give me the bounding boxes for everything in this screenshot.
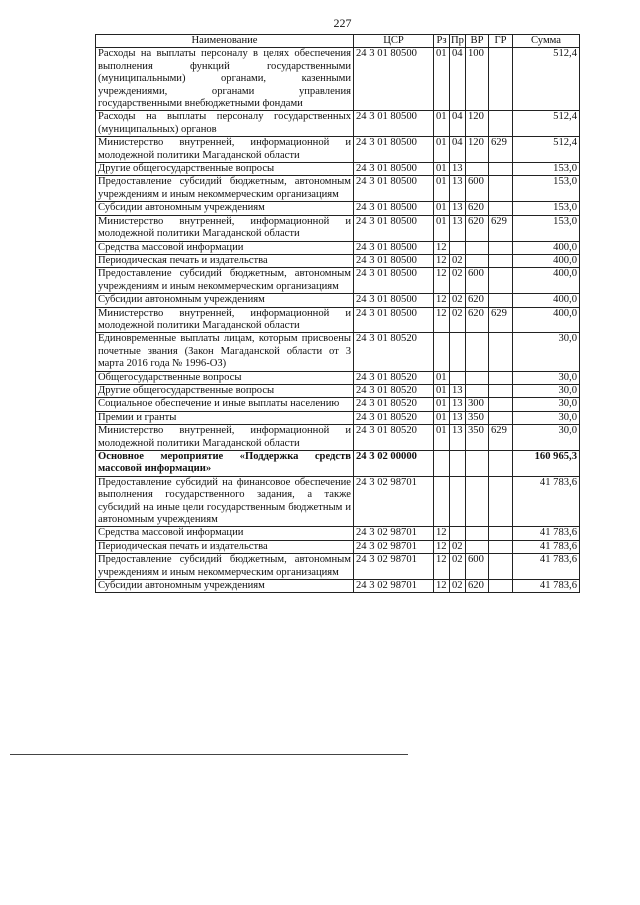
cell-pr: 02 bbox=[450, 294, 466, 307]
cell-name: Социальное обеспечение и иные выплаты населению bbox=[96, 398, 354, 411]
cell-vr bbox=[466, 371, 489, 384]
cell-sum: 400,0 bbox=[513, 307, 580, 333]
header-vr: ВР bbox=[466, 35, 489, 48]
cell-pr: 13 bbox=[450, 384, 466, 397]
cell-sum: 41 783,6 bbox=[513, 540, 580, 553]
cell-gr bbox=[489, 554, 513, 580]
cell-csr: 24 3 01 80500 bbox=[354, 111, 434, 137]
cell-name: Предоставление субсидий на финансовое обеспечение выполнения государственного задания, а также субсидий на иные цели государственным бюджетным и автономным учреждениям bbox=[96, 476, 354, 527]
cell-gr: 629 bbox=[489, 425, 513, 451]
cell-name: Премии и гранты bbox=[96, 411, 354, 424]
cell-rz: 12 bbox=[434, 241, 450, 254]
cell-csr: 24 3 01 80500 bbox=[354, 137, 434, 163]
cell-csr: 24 3 02 98701 bbox=[354, 554, 434, 580]
cell-csr: 24 3 01 80500 bbox=[354, 268, 434, 294]
cell-csr: 24 3 01 80520 bbox=[354, 371, 434, 384]
cell-pr: 04 bbox=[450, 137, 466, 163]
table-row bbox=[96, 451, 580, 477]
cell-rz: 12 bbox=[434, 294, 450, 307]
cell-name: Общегосударственные вопросы bbox=[96, 371, 354, 384]
cell-csr: 24 3 02 98701 bbox=[354, 527, 434, 540]
table-header-row bbox=[96, 35, 580, 48]
header-sum: Сумма bbox=[513, 35, 580, 48]
budget-table bbox=[95, 34, 580, 593]
header-rz: Рз bbox=[434, 35, 450, 48]
cell-pr bbox=[450, 451, 466, 477]
cell-rz: 12 bbox=[434, 580, 450, 593]
cell-pr: 02 bbox=[450, 307, 466, 333]
cell-pr: 04 bbox=[450, 48, 466, 111]
cell-rz: 01 bbox=[434, 398, 450, 411]
cell-pr bbox=[450, 371, 466, 384]
cell-sum: 41 783,6 bbox=[513, 476, 580, 527]
table-row bbox=[96, 268, 580, 294]
cell-rz: 01 bbox=[434, 176, 450, 202]
cell-sum: 41 783,6 bbox=[513, 554, 580, 580]
table-row bbox=[96, 411, 580, 424]
cell-csr: 24 3 02 98701 bbox=[354, 540, 434, 553]
cell-gr bbox=[489, 254, 513, 267]
cell-sum: 160 965,3 bbox=[513, 451, 580, 477]
cell-pr: 13 bbox=[450, 163, 466, 176]
cell-gr bbox=[489, 476, 513, 527]
cell-gr bbox=[489, 294, 513, 307]
cell-gr bbox=[489, 176, 513, 202]
cell-vr: 600 bbox=[466, 176, 489, 202]
cell-sum: 400,0 bbox=[513, 268, 580, 294]
cell-rz bbox=[434, 451, 450, 477]
table-row bbox=[96, 254, 580, 267]
cell-pr: 04 bbox=[450, 111, 466, 137]
cell-name: Средства массовой информации bbox=[96, 241, 354, 254]
header-gr: ГР bbox=[489, 35, 513, 48]
table-row bbox=[96, 215, 580, 241]
cell-csr: 24 3 01 80500 bbox=[354, 241, 434, 254]
cell-vr: 620 bbox=[466, 215, 489, 241]
cell-name: Министерство внутренней, информационной и молодежной политики Магаданской области bbox=[96, 425, 354, 451]
cell-sum: 30,0 bbox=[513, 411, 580, 424]
cell-name: Субсидии автономным учреждениям bbox=[96, 202, 354, 215]
cell-sum: 512,4 bbox=[513, 48, 580, 111]
footer-divider bbox=[10, 754, 408, 755]
cell-rz: 01 bbox=[434, 163, 450, 176]
cell-csr: 24 3 01 80520 bbox=[354, 384, 434, 397]
cell-csr: 24 3 01 80500 bbox=[354, 215, 434, 241]
cell-sum: 153,0 bbox=[513, 202, 580, 215]
cell-rz: 01 bbox=[434, 411, 450, 424]
table-row bbox=[96, 111, 580, 137]
table-row bbox=[96, 163, 580, 176]
table-row bbox=[96, 137, 580, 163]
cell-name: Министерство внутренней, информационной и молодежной политики Магаданской области bbox=[96, 137, 354, 163]
cell-gr bbox=[489, 333, 513, 371]
cell-vr: 620 bbox=[466, 202, 489, 215]
table-row bbox=[96, 371, 580, 384]
header-pr: Пр bbox=[451, 35, 464, 46]
cell-gr bbox=[489, 580, 513, 593]
table-row bbox=[96, 476, 580, 527]
cell-vr: 120 bbox=[466, 137, 489, 163]
cell-vr: 620 bbox=[466, 580, 489, 593]
cell-name: Министерство внутренней, информационной и молодежной политики Магаданской области bbox=[96, 307, 354, 333]
cell-gr: 629 bbox=[489, 137, 513, 163]
cell-rz: 01 bbox=[434, 425, 450, 451]
cell-rz: 01 bbox=[434, 137, 450, 163]
cell-name: Предоставление субсидий бюджетным, автономным учреждениям и иным некоммерческим организациям bbox=[96, 268, 354, 294]
cell-sum: 400,0 bbox=[513, 254, 580, 267]
cell-csr: 24 3 02 98701 bbox=[354, 476, 434, 527]
cell-csr: 24 3 01 80520 bbox=[354, 425, 434, 451]
cell-rz: 12 bbox=[434, 527, 450, 540]
header-csr: ЦСР bbox=[354, 35, 434, 48]
page-number: 227 bbox=[333, 16, 352, 30]
table-row bbox=[96, 398, 580, 411]
table-row bbox=[96, 48, 580, 111]
cell-rz: 01 bbox=[434, 215, 450, 241]
table-row bbox=[96, 307, 580, 333]
cell-rz: 12 bbox=[434, 540, 450, 553]
cell-vr bbox=[466, 540, 489, 553]
cell-gr bbox=[489, 527, 513, 540]
header-name: Наименование bbox=[96, 35, 354, 48]
cell-csr: 24 3 01 80500 bbox=[354, 48, 434, 111]
table-row bbox=[96, 202, 580, 215]
cell-sum: 512,4 bbox=[513, 111, 580, 137]
cell-pr: 13 bbox=[450, 425, 466, 451]
cell-sum: 30,0 bbox=[513, 371, 580, 384]
cell-name: Основное мероприятие «Поддержка средств массовой информации» bbox=[96, 451, 354, 477]
cell-csr: 24 3 01 80500 bbox=[354, 307, 434, 333]
cell-vr bbox=[466, 384, 489, 397]
cell-gr bbox=[489, 111, 513, 137]
cell-vr bbox=[466, 451, 489, 477]
cell-csr: 24 3 01 80500 bbox=[354, 202, 434, 215]
cell-sum: 512,4 bbox=[513, 137, 580, 163]
cell-gr bbox=[489, 202, 513, 215]
cell-sum: 41 783,6 bbox=[513, 527, 580, 540]
cell-gr bbox=[489, 241, 513, 254]
cell-pr: 13 bbox=[450, 411, 466, 424]
cell-rz: 12 bbox=[434, 268, 450, 294]
cell-rz: 12 bbox=[434, 554, 450, 580]
cell-pr: 13 bbox=[450, 398, 466, 411]
cell-pr: 02 bbox=[450, 540, 466, 553]
cell-pr: 13 bbox=[450, 215, 466, 241]
cell-name: Средства массовой информации bbox=[96, 527, 354, 540]
cell-sum: 153,0 bbox=[513, 176, 580, 202]
cell-vr bbox=[466, 333, 489, 371]
cell-sum: 400,0 bbox=[513, 241, 580, 254]
cell-vr bbox=[466, 241, 489, 254]
cell-vr bbox=[466, 476, 489, 527]
cell-sum: 400,0 bbox=[513, 294, 580, 307]
cell-pr bbox=[450, 527, 466, 540]
cell-vr: 350 bbox=[466, 411, 489, 424]
cell-csr: 24 3 01 80500 bbox=[354, 176, 434, 202]
cell-sum: 153,0 bbox=[513, 215, 580, 241]
cell-pr: 13 bbox=[450, 202, 466, 215]
cell-vr bbox=[466, 527, 489, 540]
cell-rz: 12 bbox=[434, 254, 450, 267]
cell-gr bbox=[489, 371, 513, 384]
cell-name: Субсидии автономным учреждениям bbox=[96, 294, 354, 307]
cell-vr: 620 bbox=[466, 294, 489, 307]
cell-gr bbox=[489, 451, 513, 477]
cell-pr: 02 bbox=[450, 554, 466, 580]
cell-name: Субсидии автономным учреждениям bbox=[96, 580, 354, 593]
cell-vr: 620 bbox=[466, 307, 489, 333]
cell-rz: 01 bbox=[434, 202, 450, 215]
cell-vr: 120 bbox=[466, 111, 489, 137]
cell-gr bbox=[489, 540, 513, 553]
cell-name: Расходы на выплаты персоналу государственных (муниципальных) органов bbox=[96, 111, 354, 137]
cell-gr: 629 bbox=[489, 307, 513, 333]
table-row bbox=[96, 241, 580, 254]
cell-vr: 300 bbox=[466, 398, 489, 411]
cell-name: Другие общегосударственные вопросы bbox=[96, 163, 354, 176]
table-row bbox=[96, 384, 580, 397]
cell-name: Другие общегосударственные вопросы bbox=[96, 384, 354, 397]
cell-pr bbox=[450, 333, 466, 371]
table-row bbox=[96, 540, 580, 553]
cell-sum: 30,0 bbox=[513, 333, 580, 371]
table-row bbox=[96, 554, 580, 580]
cell-pr: 13 bbox=[450, 176, 466, 202]
table-row bbox=[96, 580, 580, 593]
cell-sum: 153,0 bbox=[513, 163, 580, 176]
cell-gr bbox=[489, 411, 513, 424]
cell-csr: 24 3 01 80520 bbox=[354, 333, 434, 371]
cell-rz: 01 bbox=[434, 371, 450, 384]
cell-vr: 600 bbox=[466, 268, 489, 294]
cell-rz: 12 bbox=[434, 307, 450, 333]
cell-pr: 02 bbox=[450, 268, 466, 294]
cell-sum: 41 783,6 bbox=[513, 580, 580, 593]
table-row bbox=[96, 527, 580, 540]
cell-pr bbox=[450, 241, 466, 254]
cell-csr: 24 3 01 80500 bbox=[354, 163, 434, 176]
cell-vr bbox=[466, 163, 489, 176]
cell-gr bbox=[489, 48, 513, 111]
cell-name: Предоставление субсидий бюджетным, автономным учреждениям и иным некоммерческим организациям bbox=[96, 176, 354, 202]
cell-name: Единовременные выплаты лицам, которым присвоены почетные звания (Закон Магаданской области от 3 марта 2016 года № 1996-ОЗ) bbox=[96, 333, 354, 371]
cell-csr: 24 3 02 00000 bbox=[354, 451, 434, 477]
cell-rz: 01 bbox=[434, 48, 450, 111]
cell-vr bbox=[466, 254, 489, 267]
cell-rz: 01 bbox=[434, 384, 450, 397]
cell-csr: 24 3 01 80520 bbox=[354, 398, 434, 411]
cell-vr: 600 bbox=[466, 554, 489, 580]
cell-gr: 629 bbox=[489, 215, 513, 241]
cell-vr: 100 bbox=[466, 48, 489, 111]
cell-sum: 30,0 bbox=[513, 398, 580, 411]
table-row bbox=[96, 425, 580, 451]
cell-gr bbox=[489, 268, 513, 294]
cell-gr bbox=[489, 163, 513, 176]
cell-name: Периодическая печать и издательства bbox=[96, 254, 354, 267]
cell-csr: 24 3 01 80500 bbox=[354, 254, 434, 267]
cell-pr: 02 bbox=[450, 254, 466, 267]
cell-csr: 24 3 01 80520 bbox=[354, 411, 434, 424]
cell-gr bbox=[489, 384, 513, 397]
cell-name: Предоставление субсидий бюджетным, автономным учреждениям и иным некоммерческим организациям bbox=[96, 554, 354, 580]
table-row bbox=[96, 176, 580, 202]
table-body bbox=[96, 48, 580, 593]
table-row bbox=[96, 333, 580, 371]
cell-rz bbox=[434, 333, 450, 371]
cell-pr: 02 bbox=[450, 580, 466, 593]
cell-vr: 350 bbox=[466, 425, 489, 451]
cell-sum: 30,0 bbox=[513, 384, 580, 397]
cell-csr: 24 3 01 80500 bbox=[354, 294, 434, 307]
cell-gr bbox=[489, 398, 513, 411]
cell-csr: 24 3 02 98701 bbox=[354, 580, 434, 593]
cell-rz bbox=[434, 476, 450, 527]
cell-name: Расходы на выплаты персоналу в целях обеспечения выполнения функций государственными (муниципальными) органами, казенными учреждениями, органами управления государственными внебюджетными фондами bbox=[96, 48, 354, 111]
cell-sum: 30,0 bbox=[513, 425, 580, 451]
cell-name: Министерство внутренней, информационной и молодежной политики Магаданской области bbox=[96, 215, 354, 241]
cell-rz: 01 bbox=[434, 111, 450, 137]
cell-pr bbox=[450, 476, 466, 527]
cell-name: Периодическая печать и издательства bbox=[96, 540, 354, 553]
table-row bbox=[96, 294, 580, 307]
